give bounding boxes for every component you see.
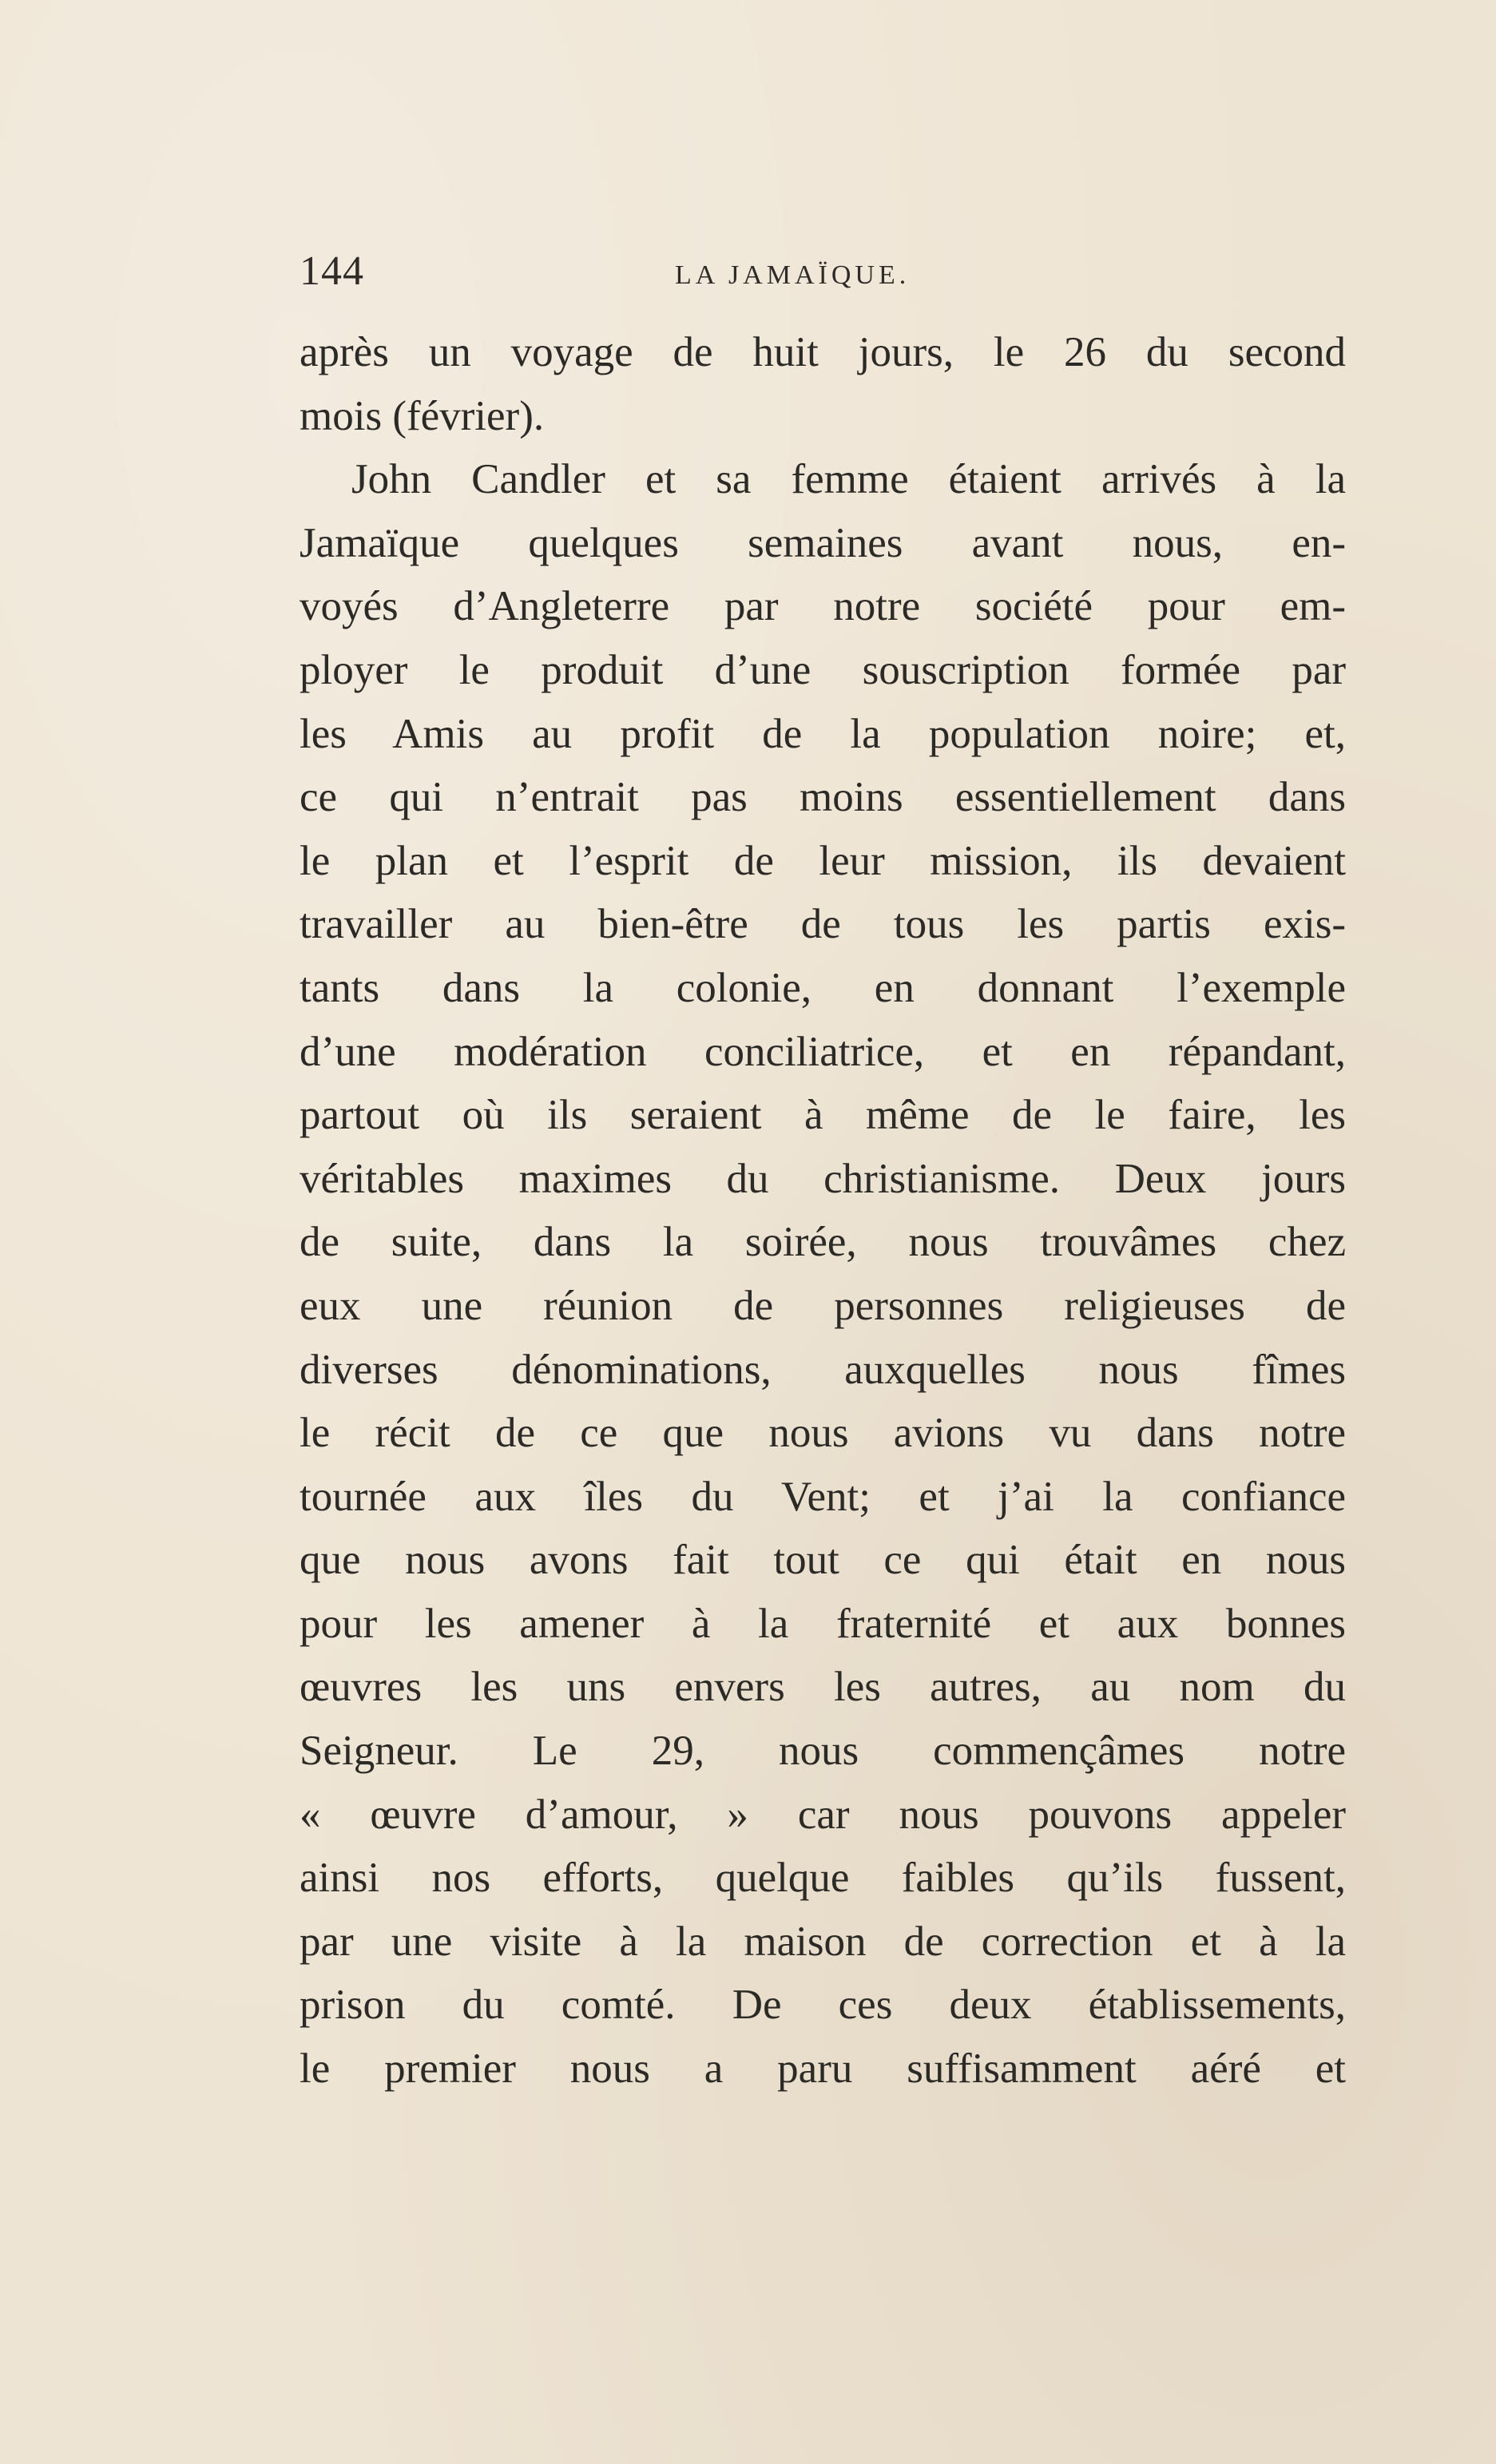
text-line: ployer le produit d’une souscription formée par bbox=[300, 646, 1346, 693]
text-line: le récit de ce que nous avions vu dans notre bbox=[300, 1410, 1346, 1457]
text-line: Seigneur. Le 29, nous commençâmes notre bbox=[300, 1728, 1346, 1775]
text-line: après un voyage de huit jours, le 26 du second bbox=[300, 329, 1346, 375]
text-line: voyés d’Angleterre par notre société pour em- bbox=[300, 583, 1346, 630]
text-line: d’une modération conciliatrice, et en répandant, bbox=[300, 1028, 1346, 1075]
text-line: mois (février). bbox=[300, 392, 545, 439]
text-line: par une visite à la maison de correction et à la bbox=[300, 1918, 1346, 1965]
page-header bbox=[300, 248, 1346, 311]
text-line: prison du comté. De ces deux établissements, bbox=[300, 1982, 1346, 2029]
text-line: ainsi nos efforts, quelque faibles qu’ils fussent, bbox=[300, 1855, 1346, 1902]
text-line: tournée aux îles du Vent; et j’ai la confiance bbox=[300, 1473, 1346, 1520]
text-line: que nous avons fait tout ce qui était en nous bbox=[300, 1537, 1346, 1584]
text-line: diverses dénominations, auxquelles nous fîmes bbox=[300, 1346, 1346, 1393]
text-line: le premier nous a paru suffisamment aéré et bbox=[300, 2045, 1346, 2093]
text-line: tants dans la colonie, en donnant l’exemple bbox=[300, 964, 1346, 1011]
text-line: travailler au bien-être de tous les partis exis- bbox=[300, 901, 1346, 948]
text-line: eux une réunion de personnes religieuses de bbox=[300, 1282, 1346, 1329]
text-line: Jamaïque quelques semaines avant nous, en- bbox=[300, 519, 1346, 566]
text-line: de suite, dans la soirée, nous trouvâmes chez bbox=[300, 1219, 1346, 1266]
text-line: pour les amener à la fraternité et aux bonnes bbox=[300, 1600, 1346, 1647]
text-line: ce qui n’entrait pas moins essentiellement dans bbox=[300, 774, 1346, 821]
page-number: 144 bbox=[300, 248, 364, 294]
text-line: œuvres les uns envers les autres, au nom du bbox=[300, 1664, 1346, 1711]
text-line: le plan et l’esprit de leur mission, ils devaient bbox=[300, 837, 1346, 884]
text-line: John Candler et sa femme étaient arrivés à la bbox=[351, 456, 1346, 503]
text-line: les Amis au profit de la population noire; et, bbox=[300, 710, 1346, 757]
running-head: LA JAMAÏQUE. bbox=[675, 260, 911, 290]
text-line: partout où ils seraient à même de le faire, les bbox=[300, 1092, 1346, 1139]
body-text bbox=[300, 321, 1346, 2101]
text-line: véritables maximes du christianisme. Deux jours bbox=[300, 1155, 1346, 1202]
text-line: « œuvre d’amour, » car nous pouvons appeler bbox=[300, 1791, 1346, 1838]
